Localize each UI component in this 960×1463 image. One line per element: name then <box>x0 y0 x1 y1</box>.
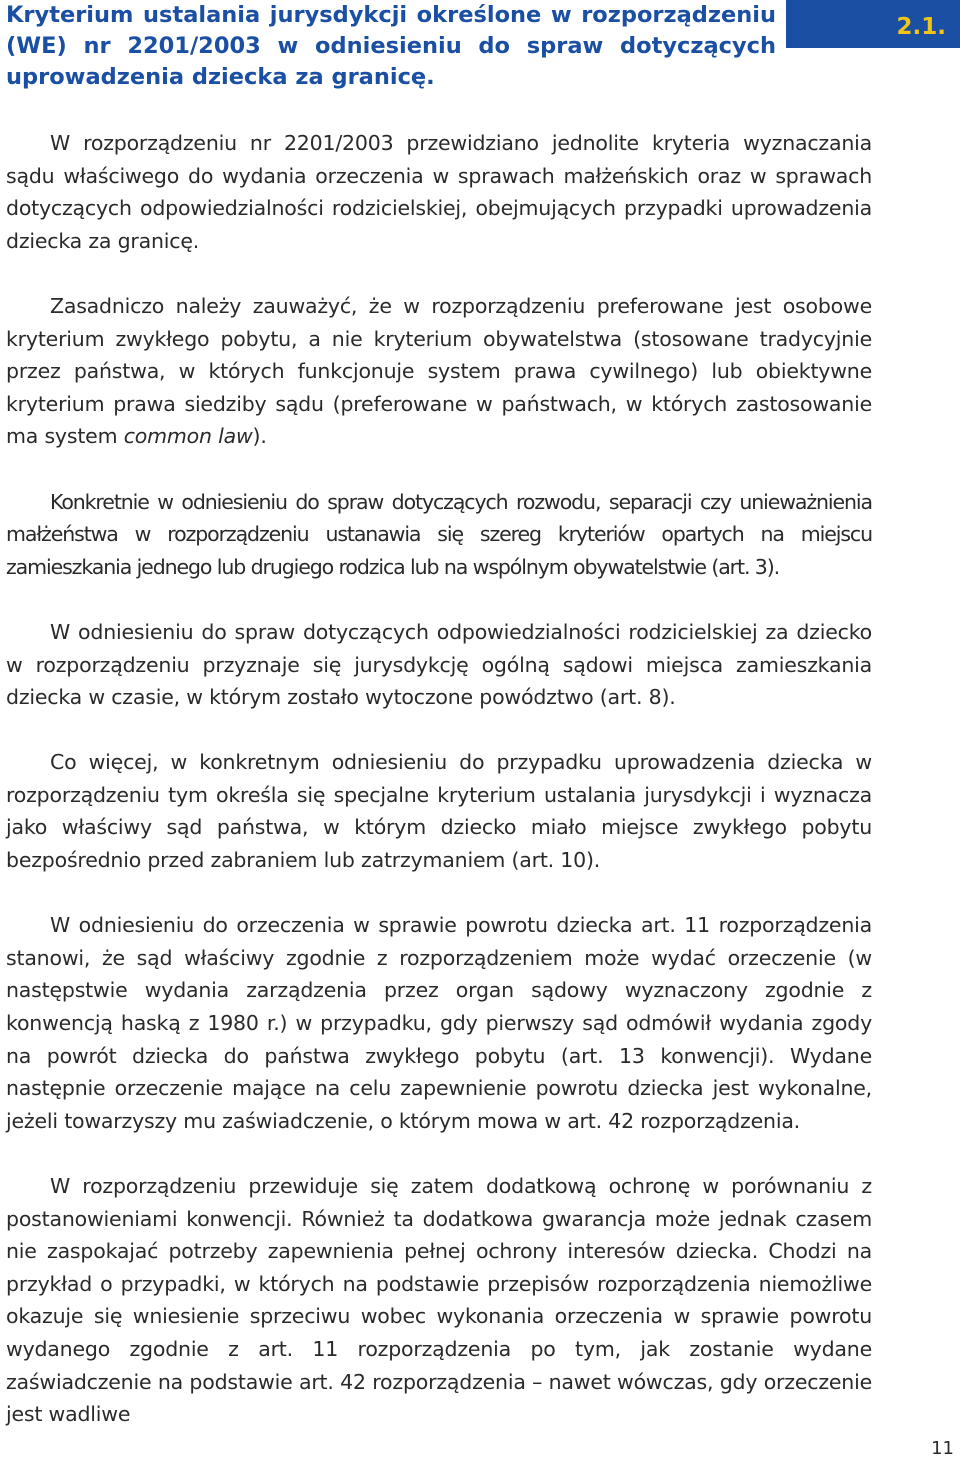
paragraph-6: W odniesieniu do orzeczenia w sprawie powrotu dziecka art. 11 rozporządzenia stanowi, że sąd właściwy zgodnie z rozporządzeniem może wydać orzeczenie (w następstwie wydania zarządzenia przez organ sądowy wyznaczony zgodnie z konwencją haską z 1980 r.) w przypadku, gdy pierwszy sąd odmówił wydania zgody na powrót dziecka do państwa zwykłego pobytu (art. 13 konwencji). Wydane następnie orzeczenie mające na celu zapewnienie powrotu dziecka jest wykonalne, jeżeli towarzyszy mu zaświadczenie, o którym mowa w art. 42 rozporządzenia. <box>6 913 872 1133</box>
section-number-badge: 2.1. <box>786 0 960 48</box>
paragraph-3: Konkretnie w odniesieniu do spraw dotyczących rozwodu, separacji czy unieważnienia małżeństwa w rozporządzeniu ustanawia się szereg kryteriów opartych na miejscu zamieszkania jednego lub drugiego rodzica lub na wspólnym obywatelstwie (art. 3). <box>6 489 872 579</box>
page-title: Kryterium ustalania jurysdykcji określone w rozporządzeniu (WE) nr 2201/2003 w odniesieniu do spraw dotyczących uprowadzenia dziecka za granicę. <box>6 2 776 90</box>
page-number: 11 <box>931 1438 954 1459</box>
paragraph-1: W rozporządzeniu nr 2201/2003 przewidziano jednolite kryteria wyznaczania sądu właściwego do wydania orzeczenia w sprawach małżeńskich oraz w sprawach dotyczących odpowiedzialności rodzicielskiej, obejmujących przypadki uprowadzenia dziecka za granicę. <box>6 131 872 253</box>
paragraph-2 <box>6 290 872 453</box>
paragraph-7: W rozporządzeniu przewiduje się zatem dodatkową ochronę w porównaniu z postanowieniami konwencji. Również ta dodatkowa gwarancja może jednak czasem nie zaspokajać potrzeby zapewnienia pełnej ochrony interesów dziecka. Chodzi na przykład o przypadki, w których na podstawie przepisów rozporządzenia niemożliwe okazuje się wniesienie sprzeciwu wobec wykonania orzeczenia w sprawie powrotu wydanego zgodnie z art. 11 rozporządzenia po tym, jak zostanie wydane zaświadczenie na podstawie art. 42 rozporządzenia – nawet wówczas, gdy orzeczenie jest wadliwe <box>6 1174 872 1427</box>
paragraph-4: W odniesieniu do spraw dotyczących odpowiedzialności rodzicielskiej za dziecko w rozporządzeniu przyznaje się jurysdykcję ogólną sądowi miejsca zamieszkania dziecka w czasie, w którym zostało wytoczone powództwo (art. 8). <box>6 619 872 710</box>
document-body <box>6 127 872 1463</box>
paragraph-2-text: Zasadniczo należy zauważyć, że w rozporządzeniu preferowane jest osobowe kryterium zwykłego pobytu, a nie kryterium obywatelstwa (stosowane tradycyjnie przez państwa, w których funkcjonuje system prawa cywilnego) lub obiektywne kryterium prawa siedziby sądu (preferowane w państwach, w których zastosowanie ma system <box>6 293 872 449</box>
paragraph-2-end: ). <box>252 424 267 449</box>
paragraph-5: Co więcej, w konkretnym odniesieniu do przypadku uprowadzenia dziecka w rozporządzeniu tym określa się specjalne kryterium ustalania jurysdykcji i wyznacza jako właściwy sąd państwa, w którym dziecko miało miejsce zwykłego pobytu bezpośrednio przed zabraniem lub zatrzymaniem (art. 10). <box>6 750 872 873</box>
paragraph-2-italic: common law <box>123 424 253 449</box>
